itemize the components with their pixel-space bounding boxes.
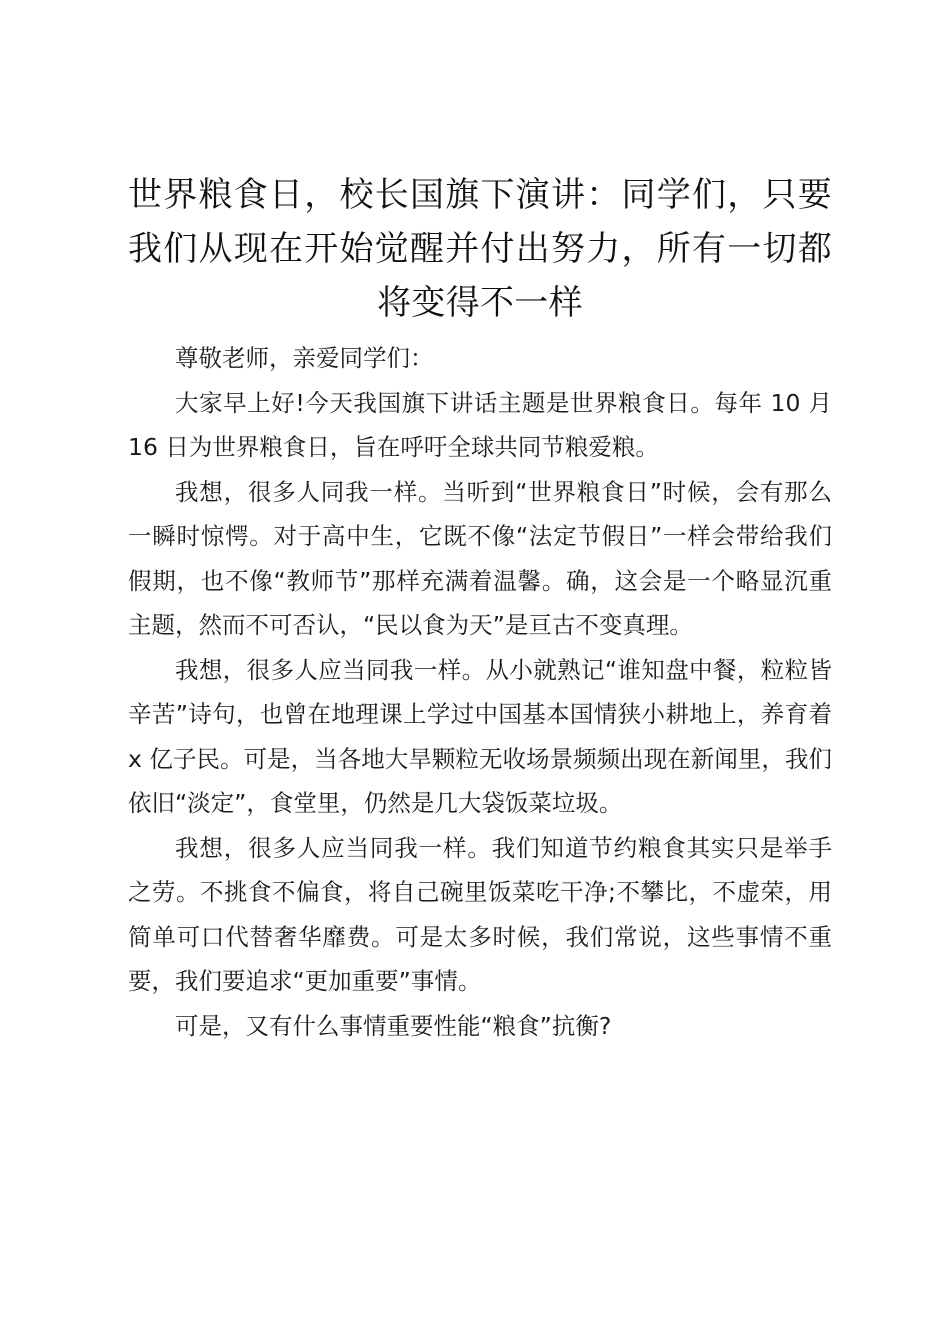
body-paragraph: 可是，又有什么事情重要性能“粮食”抗衡? [175,1011,612,1040]
document-body [128,336,832,1048]
salutation-paragraph: 尊敬老师，亲爱同学们： [175,344,434,372]
body-paragraph: 我想，很多人应当同我一样。我们知道节约粮食其实只是举手之劳。不挑食不偏食，将自己碗里饭菜吃干净;不攀比，不虚荣，用简单可口代替奢华靡费。可是太多时候，我们常说，这些事情不重要，我们要追求“更加重要”事情。 [128,833,832,995]
body-paragraph: 我想，很多人应当同我一样。从小就熟记“谁知盘中餐，粒粒皆辛苦”诗句，也曾在地理课上学过中国基本国情狭小耕地上，养育着 x 亿子民。可是，当各地大旱颗粒无收场景频频出现在新闻里，我们依旧“淡定”，食堂里，仍然是几大袋饭菜垃圾。 [128,655,832,817]
document-page [128,168,832,1048]
body-paragraph: 我想，很多人同我一样。当听到“世界粮食日”时候，会有那么一瞬时惊愕。对于高中生，它既不像“法定节假日”一样会带给我们假期，也不像“教师节”那样充满着温馨。确，这会是一个略显沉重主题，然而不可否认，“民以食为天”是亘古不变真理。 [128,477,832,639]
document-title: 世界粮食日，校长国旗下演讲：同学们，只要我们从现在开始觉醒并付出努力，所有一切都将变得不一样 [128,175,832,323]
body-paragraph: 大家早上好!今天我国旗下讲话主题是世界粮食日。每年 10 月 16 日为世界粮食日，旨在呼吁全球共同节粮爱粮。 [128,388,832,461]
